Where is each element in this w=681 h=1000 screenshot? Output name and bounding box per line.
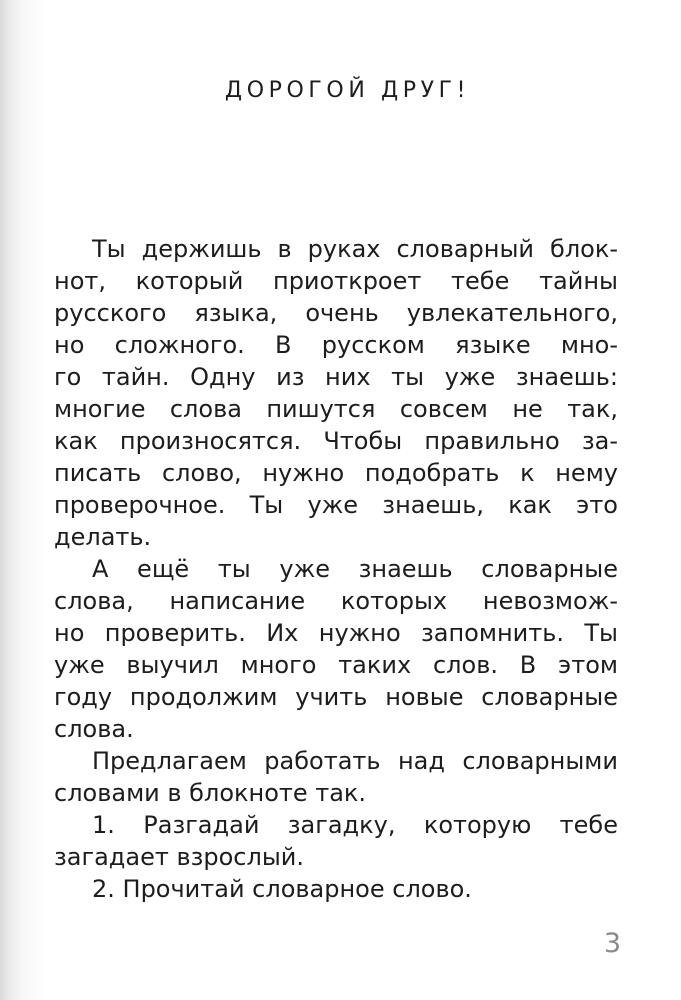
text-line: словами в блокноте так. <box>54 779 367 807</box>
text-line: делать. <box>54 523 152 551</box>
paragraph-instructions <box>54 745 618 809</box>
text-line: 2. Прочитай словарное слово. <box>92 875 472 903</box>
text-line: загадает взрослый. <box>54 843 304 871</box>
text-line: го тайн. Одну из них ты уже знаешь: <box>54 363 618 391</box>
paragraph-dictionary-words <box>54 553 618 745</box>
list-item-step-2 <box>54 873 618 905</box>
text-line: русского языка, очень увлекательного, <box>54 299 618 327</box>
text-line: году продолжим учить новые словарные <box>54 683 618 711</box>
text-line: слова. <box>54 715 134 743</box>
page-number: 3 <box>603 928 621 959</box>
paragraph-intro <box>54 233 618 553</box>
text-line: А ещё ты уже знаешь словарные <box>92 555 618 583</box>
text-line: проверочное. Ты уже знаешь, как это <box>54 491 618 519</box>
text-line: писать слово, нужно подобрать к нему <box>54 459 618 487</box>
text-line: 1. Разгадай загадку, которую тебе <box>92 811 618 839</box>
text-line: многие слова пишутся совсем не так, <box>54 395 618 423</box>
text-line: слова, написание которых невозмож- <box>54 587 618 615</box>
text-line: как произносятся. Чтобы правильно за- <box>54 427 618 455</box>
text-line: но сложного. В русском языке мно- <box>54 331 618 359</box>
text-line: Ты держишь в руках словарный блок- <box>92 235 618 263</box>
text-line: но проверить. Их нужно запомнить. Ты <box>54 619 618 647</box>
text-line: уже выучил много таких слов. В этом <box>54 651 618 679</box>
text-line: Предлагаем работать над словарными <box>92 747 618 775</box>
body-text <box>54 233 618 905</box>
text-line: нот, который приоткроет тебе тайны <box>54 267 618 295</box>
list-item-step-1 <box>54 809 618 873</box>
page-title: ДОРОГОЙ ДРУГ! <box>224 78 471 103</box>
